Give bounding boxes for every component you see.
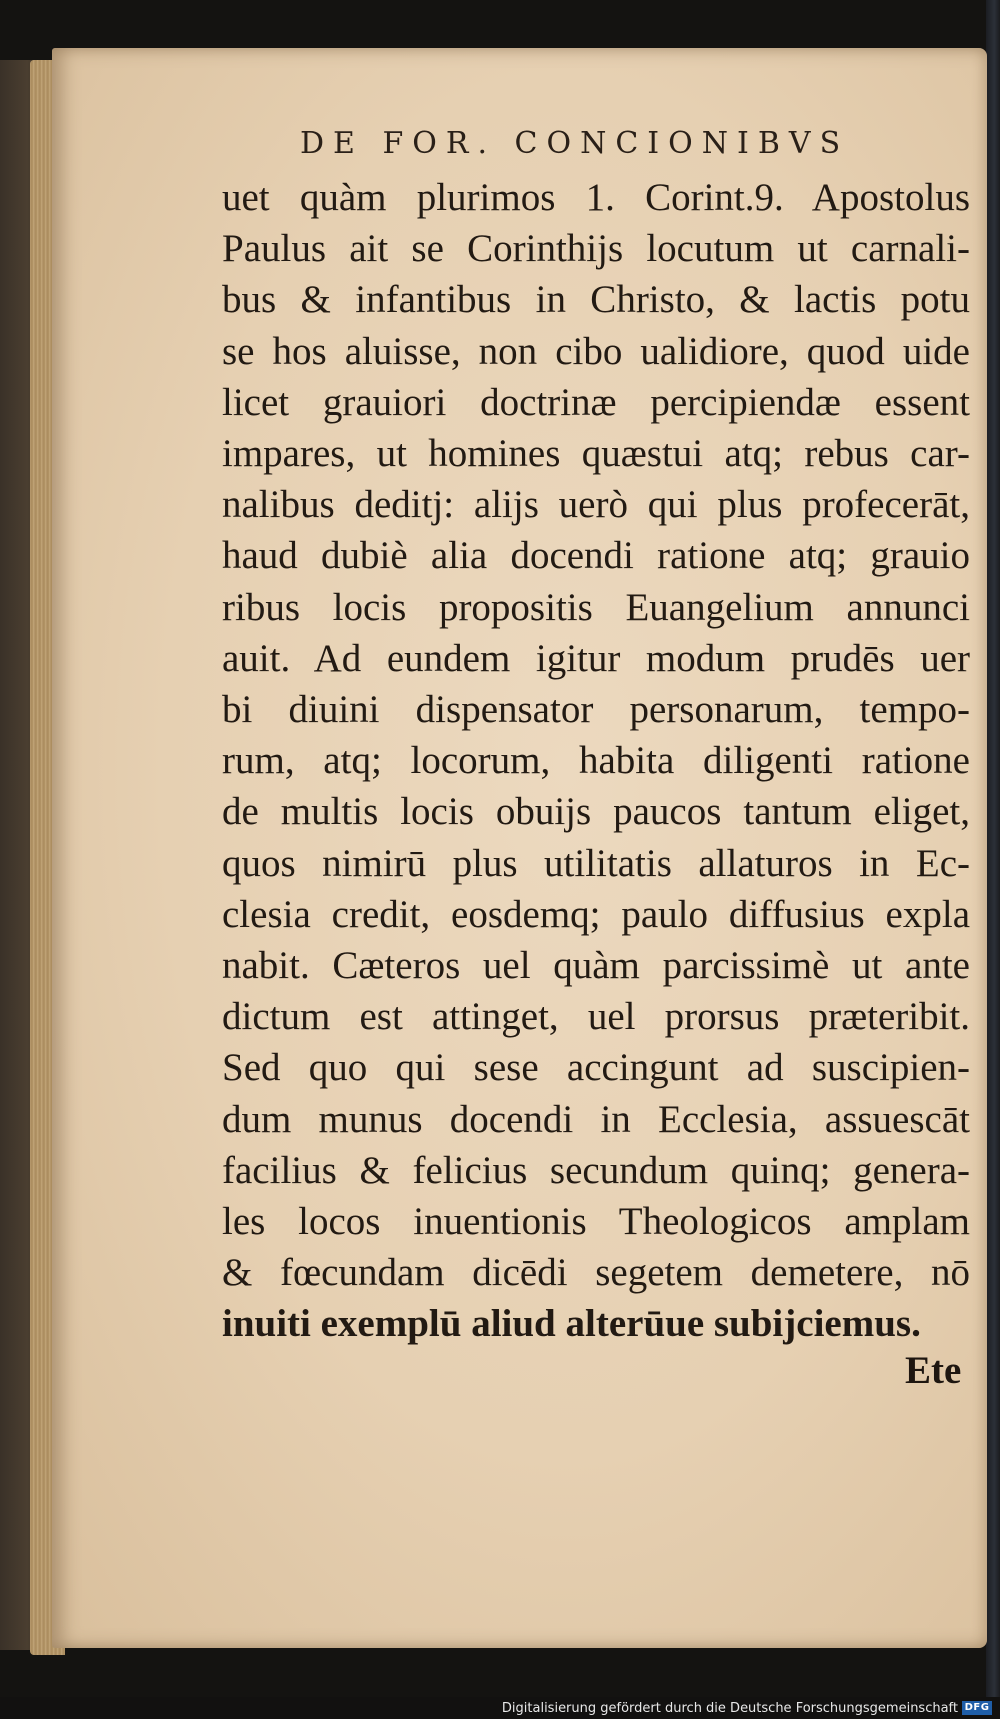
text-line: & fœcundam dicēdi segetem demetere, nō xyxy=(222,1251,970,1295)
text-line: ribus locis propositis Euangelium annunci xyxy=(222,585,970,629)
text-line: bus & infantibus in Christo, & lactis potu xyxy=(222,278,970,322)
text-line: dum munus docendi in Ecclesia, assuescāt xyxy=(222,1097,970,1141)
text-line: auit. Ad eundem igitur modum prudēs uer xyxy=(222,636,970,680)
text-line: clesia credit, eosdemq; paulo diffusius expla xyxy=(222,892,970,936)
catchword: Ete xyxy=(905,1349,962,1392)
text-line: rum, atq; locorum, habita diligenti ratione xyxy=(222,739,970,783)
text-line: dictum est attinget, uel prorsus præteribit. xyxy=(222,995,970,1039)
running-head: DE FOR. CONCIONIBVS xyxy=(300,126,850,161)
text-line: bi diuini dispensator personarum, tempo- xyxy=(222,688,970,732)
dfg-logo-icon: DFG xyxy=(962,1701,992,1715)
text-line: de multis locis obuijs paucos tantum eliget, xyxy=(222,790,970,834)
text-line: uet quàm plurimos 1. Corint.9. Apostolus xyxy=(222,176,970,219)
text-line: quos nimirū plus utilitatis allaturos in Ec- xyxy=(222,841,970,885)
body-text xyxy=(222,172,970,1350)
text-line: se hos aluisse, non cibo ualidiore, quod uide xyxy=(222,329,970,373)
digitization-credit: Digitalisierung gefördert durch die Deutsche Forschungsgemeinschaft xyxy=(501,1701,958,1716)
text-line: nalibus deditj: alijs uerò qui plus profecerāt, xyxy=(222,483,970,527)
text-line: nabit. Cæteros uel quàm parcissimè ut ante xyxy=(222,944,970,988)
text-line: Sed quo qui sese accingunt ad suscipien- xyxy=(222,1046,970,1090)
text-line: haud dubiè alia docendi ratione atq; grauio xyxy=(222,534,970,578)
book-cover-right-edge xyxy=(986,0,1000,1719)
text-line: Paulus ait se Corinthijs locutum ut carnali- xyxy=(222,227,970,271)
text-line: les locos inuentionis Theologicos amplam xyxy=(222,1200,970,1244)
text-line: impares, ut homines quæstui atq; rebus car- xyxy=(222,432,970,476)
text-line: licet grauiori doctrinæ percipiendæ essent xyxy=(222,380,970,424)
text-line: inuiti exemplū aliud alterūue subijciemus. xyxy=(222,1302,921,1346)
text-line: facilius & felicius secundum quinq; genera- xyxy=(222,1148,970,1192)
